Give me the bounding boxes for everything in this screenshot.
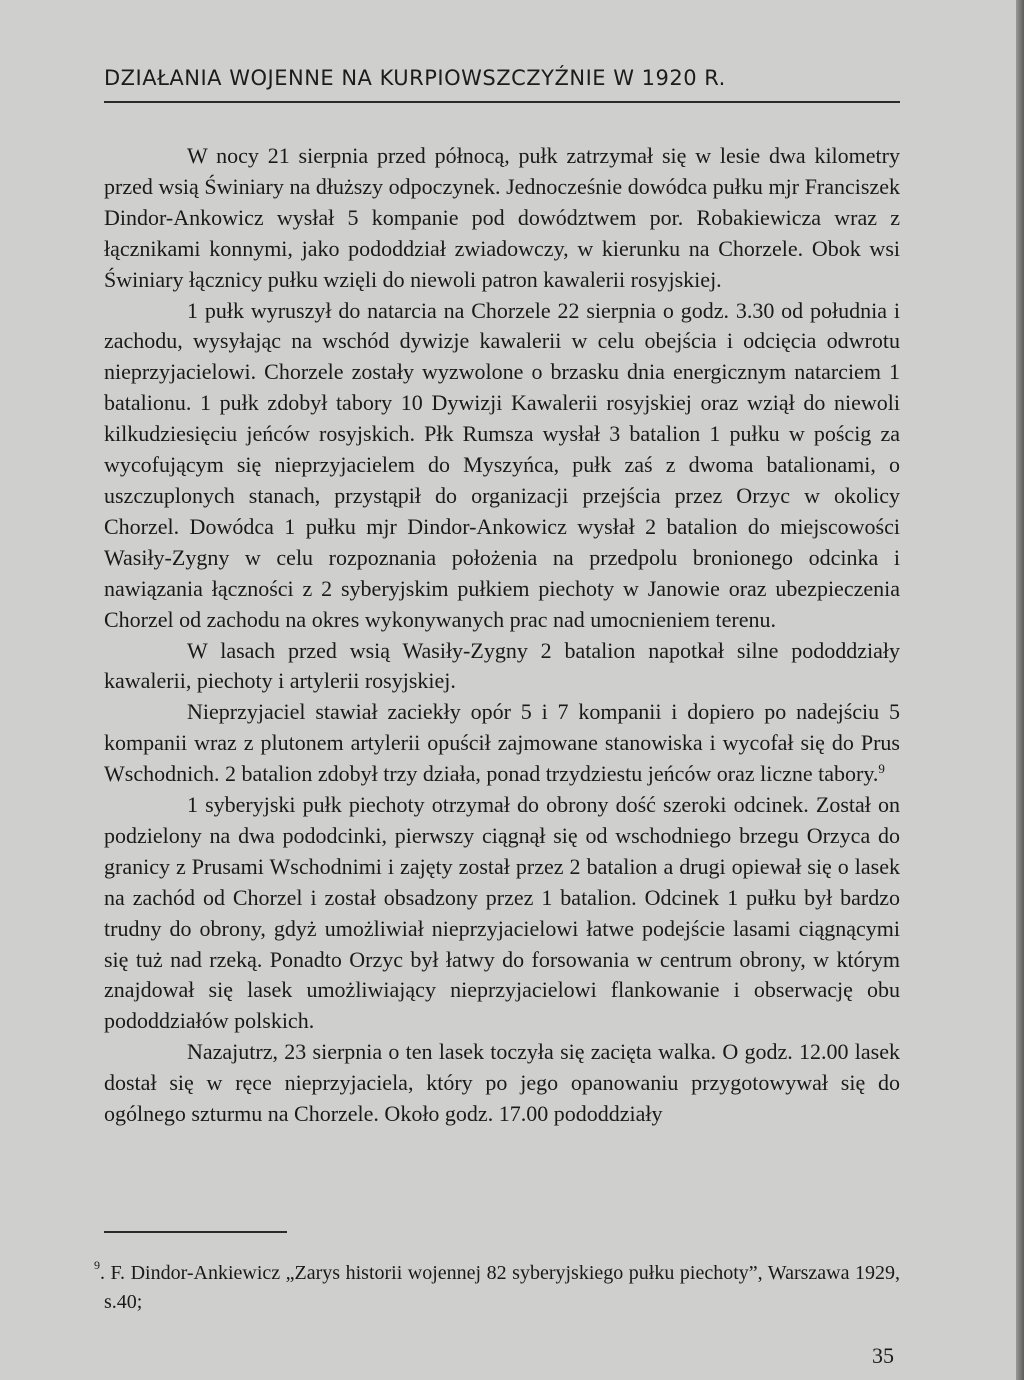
footnote-number: 9: [94, 1258, 100, 1272]
paragraph-text: Nieprzyjaciel stawiał zaciekły opór 5 i 7 kompanii i dopiero po nadejściu 5 kompanii wraz z plutonem artylerii opuścił zajmowane stanowiska i wycofał się do Prus Wschodnich. 2 batalion zdobył trzy działa, ponad trzydziestu jeńców oraz liczne tabory.: [104, 699, 900, 787]
paragraph: 1 syberyjski pułk piechoty otrzymał do obrony dość szeroki odcinek. Został on podzielony na dwa pododcinki, pierwszy ciągnął się od wschodniego brzegu Orzyca do granicy z Prusami Wschodnimi i zajęty został przez 2 batalion a drugi opiewał się o lasek na zachód od Chorzel i został obsadzony przez 1 batalion. Odcinek 1 pułku był bardzo trudny do obrony, gdyż umożliwiał nieprzyjacielowi łatwe podejście lasami ciągnącymi się tuż nad rzeką. Ponadto Orzyc był łatwy do forsowania w centrum obrony, w którym znajdował się lasek umożliwiający nieprzyjacielowi flankowanie i obserwację obu pododdziałów polskich.: [104, 792, 900, 1034]
footnote-rule: [104, 1231, 287, 1233]
page-number: 35: [872, 1343, 894, 1368]
footnote-text: . F. Dindor-Ankiewicz „Zarys historii wojennej 82 syberyjskiego pułku piechoty”, Warszawa 1929, s.40;: [100, 1262, 900, 1313]
footnote: [94, 1258, 900, 1317]
paragraph: W lasach przed wsią Wasiły-Zygny 2 batalion napotkał silne pododdziały kawalerii, piechoty i artylerii rosyjskiej.: [104, 637, 900, 694]
running-header: DZIAŁANIA WOJENNE NA KURPIOWSZCZYŹNIE W 1920 R.: [104, 66, 726, 90]
paragraph: 1 pułk wyruszył do natarcia na Chorzele 22 sierpnia o godz. 3.30 od południa i zachodu, wysyłając na wschód dywizje kawalerii w celu obejścia i odcięcia odwrotu nieprzyjacielowi. Chorzele zostały wyzwolone o brzasku dnia energicznym natarciem 1 batalionu. 1 pułk zdobył tabory 10 Dywizji Kawalerii rosyjskiej oraz wziął do niewoli kilkudziesięciu jeńców rosyjskich. Płk Rumsza wysłał 3 batalion 1 pułku w pościg za wycofującym się nieprzyjacielem do Myszyńca, pułk zaś z dwoma batalionami, o uszczuplonych stanach, przystąpił do organizacji przejścia przez Orzyc w okolicy Chorzel. Dowódca 1 pułku mjr Dindor-Ankowicz wysłał 2 batalion do miejscowości Wasiły-Zygny w celu rozpoznania położenia na przedpolu bronionego odcinka i nawiązania łączności z 2 syberyjskim pułkiem piechoty w Janowie oraz ubezpieczenia Chorzel od zachodu na okres wykonywanych prac nad umocnieniem terenu.: [104, 297, 900, 632]
header-rule: [104, 101, 900, 103]
paragraph: [104, 697, 900, 790]
paragraph: W nocy 21 sierpnia przed północą, pułk zatrzymał się w lesie dwa kilometry przed wsią Świniary na dłuższy odpoczynek. Jednocześnie dowódca pułku mjr Franciszek Dindor-Ankowicz wysłał 5 kompanie pod dowództwem por. Robakiewicza wraz z łącznikami konnymi, jako pododdział zwiadowczy, w kierunku na Chorzele. Obok wsi Świniary łącznicy pułku wzięli do niewoli patron kawalerii rosyjskiej.: [104, 143, 900, 292]
paragraph: Nazajutrz, 23 sierpnia o ten lasek toczyła się zacięta walka. O godz. 12.00 lasek dostał się w ręce nieprzyjaciela, który po jego opanowaniu przygotowywał się do ogólnego szturmu na Chorzele. Około godz. 17.00 pododdziały: [104, 1039, 900, 1127]
footnote-reference[interactable]: 9: [878, 761, 885, 777]
body-text: [104, 141, 900, 1130]
page-edge-shadow: [1016, 0, 1024, 1380]
